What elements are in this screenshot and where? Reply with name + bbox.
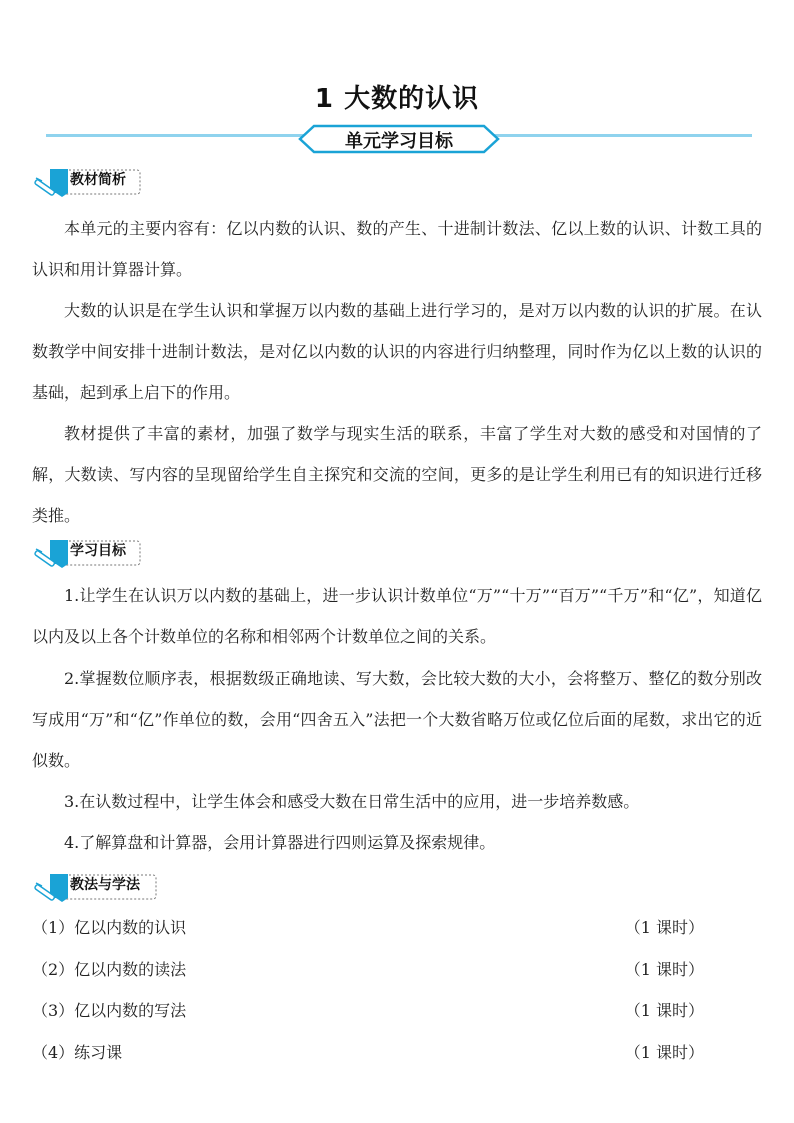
lesson-hours: （1 课时） <box>624 1043 704 1062</box>
section-header-materials <box>32 167 142 197</box>
lesson-row <box>32 955 704 985</box>
page-title: 1 大数的认识 <box>314 84 480 114</box>
goal-item-3: 3.在认数过程中，让学生体会和感受大数在日常生活中的应用，进一步培养数感。 <box>64 792 640 811</box>
materials-paragraph-1: 本单元的主要内容有：亿以内数的认识、数的产生、十进制计数法、亿以上数的认识、计数工具的认识和用计算器计算。 <box>32 219 762 279</box>
goal-item-1: 1.让学生在认识万以内数的基础上，进一步认识计数单位“万”“十万”“百万”“千万”和“亿”，知道亿以内及以上各个计数单位的名称和相邻两个计数单位之间的关系。 <box>32 586 762 646</box>
section-label: 学习目标 <box>70 543 126 559</box>
materials-paragraph-3: 教材提供了丰富的素材，加强了数学与现实生活的联系，丰富了学生对大数的感受和对国情的了解，大数读、写内容的呈现留给学生自主探究和交流的空间，更多的是让学生利用已有的知识进行迁移类推。 <box>32 424 762 525</box>
section-header-goals <box>32 538 142 568</box>
lesson-row <box>32 1038 704 1068</box>
lesson-name: （2）亿以内数的读法 <box>32 960 187 979</box>
banner-title: 单元学习目标 <box>345 131 453 152</box>
lesson-row <box>32 913 704 943</box>
goal-item-4: 4.了解算盘和计算器，会用计算器进行四则运算及探索规律。 <box>64 833 496 852</box>
section-header-methods <box>32 872 158 902</box>
lesson-name: （3）亿以内数的写法 <box>32 1001 187 1020</box>
lesson-row <box>32 996 704 1026</box>
lesson-hours: （1 课时） <box>624 1001 704 1020</box>
materials-paragraph-2: 大数的认识是在学生认识和掌握万以内数的基础上进行学习的，是对万以内数的认识的扩展。在认数教学中间安排十进制计数法，是对亿以内数的认识的内容进行归纳整理，同时作为亿以上数的认识的基础，起到承上启下的作用。 <box>32 301 762 402</box>
section-banner <box>46 124 752 154</box>
goal-item-2: 2.掌握数位顺序表，根据数级正确地读、写大数，会比较大数的大小，会将整万、整亿的数分别改写成用“万”和“亿”作单位的数，会用“四舍五入”法把一个大数省略万位或亿位后面的尾数，求出它的近似数。 <box>32 669 762 770</box>
lesson-hours: （1 课时） <box>624 918 704 937</box>
section-label: 教法与学法 <box>70 877 140 893</box>
lesson-hours: （1 课时） <box>624 960 704 979</box>
lesson-name: （1）亿以内数的认识 <box>32 918 187 937</box>
lesson-name: （4）练习课 <box>32 1043 123 1062</box>
section-label: 教材简析 <box>70 172 126 188</box>
